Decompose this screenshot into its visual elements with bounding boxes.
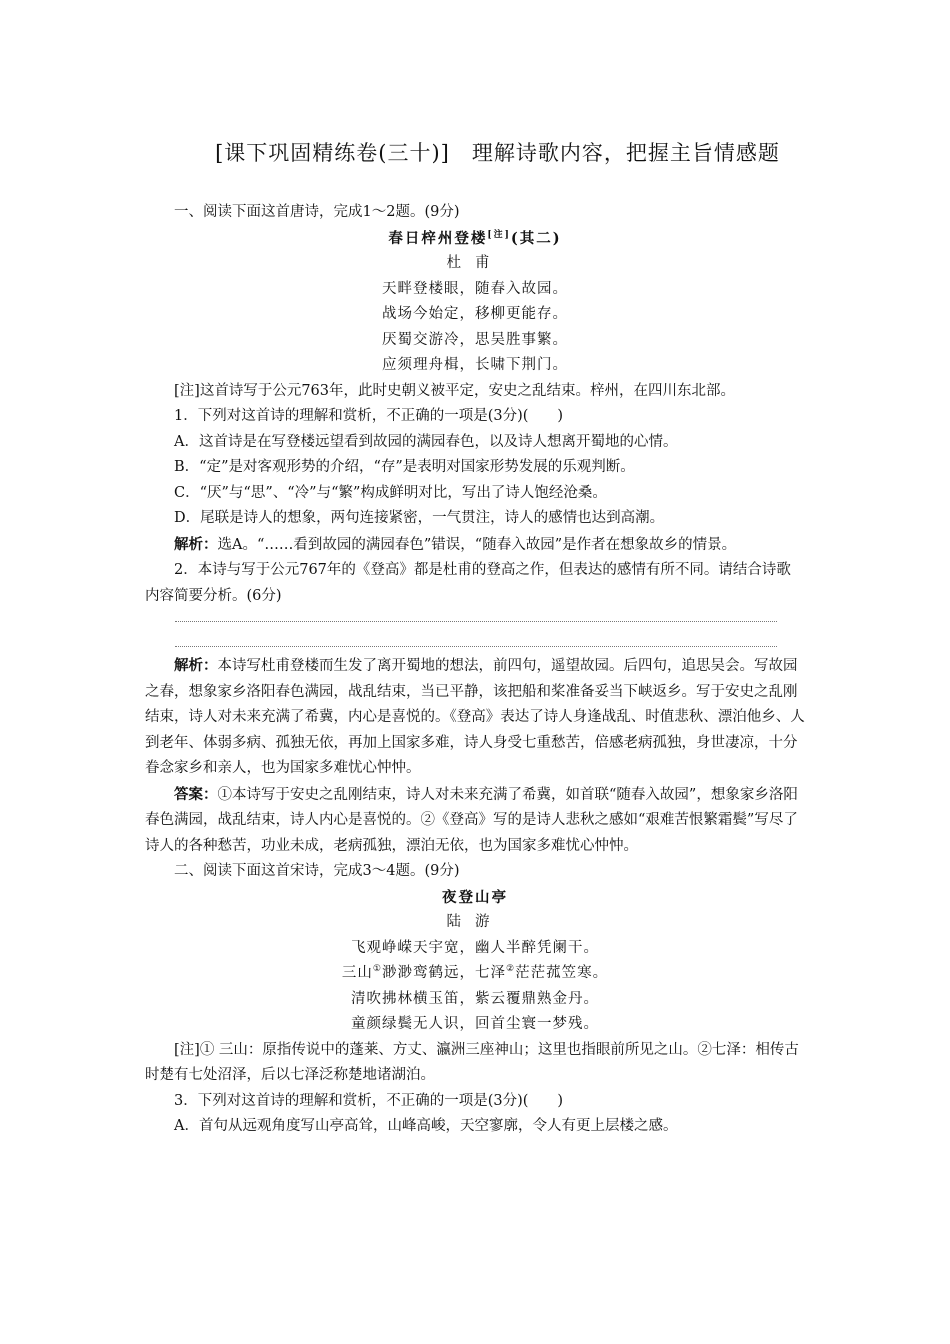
note-text: 这首诗写于公元763年，此时史朝义被平定，安史之乱结束。梓州，在四川东北部。: [199, 382, 736, 399]
poem1-note: [145, 379, 805, 405]
poem1-author: 杜甫: [446, 255, 504, 271]
poem2-line: 童颜绿鬓无人识，回首尘寰一梦残。: [351, 1016, 599, 1032]
poem1-title-suffix: (其二): [510, 229, 562, 247]
note-text: ① 三山：原指传说中的蓬莱、方丈、瀛洲三座神山；这里也指眼前所见之山。②七泽：相传古时楚有七处沼泽，后以七泽泛称楚地诸湖泊。: [145, 1041, 799, 1083]
poem2-title: 夜登山亭: [442, 888, 508, 906]
poem2-line-part: 渺渺鸾鹤远，七泽: [382, 965, 506, 981]
option-c: C．“厌”与“思”、“冷”与“繁”构成鲜明对比，写出了诗人饱经沧桑。: [174, 484, 607, 501]
poem1-title-text: 春日梓州登楼: [388, 229, 488, 247]
poem1-line: 天畔登楼眼，随春入故园。: [382, 280, 568, 297]
poem2-line: [145, 961, 805, 987]
analysis-label: 解析：: [174, 657, 218, 674]
footnote-mark: ①: [372, 964, 382, 975]
page-title: [课下巩固精练卷(三十)] 理解诗歌内容，把握主旨情感题: [215, 141, 780, 165]
note-label: [注]: [174, 382, 200, 399]
footnote-mark: ②: [506, 964, 516, 975]
question-3: 3．下列对这首诗的理解和赏析，不正确的一项是(3分)( ): [174, 1092, 564, 1109]
poem2-line: 飞观峥嵘天宇宽，幽人半醉凭阑干。: [351, 939, 599, 956]
analysis-1: [145, 532, 805, 559]
option-d: D．尾联是诗人的想象，两句连接紧密，一气贯注，诗人的感情也达到高潮。: [174, 510, 665, 526]
question-2: 2．本诗与写于公元767年的《登高》都是杜甫的登高之作，但表达的感情有所不同。请结合诗歌内容简要分析。(6分): [145, 562, 791, 604]
analysis-text: 选A。“……看到故园的满园春色”错误，“随春入故园”是作者在想象故乡的情景。: [217, 536, 737, 553]
poem1-note-mark: [注]: [487, 229, 511, 240]
section1-heading: 一、阅读下面这首唐诗，完成1～2题。(9分): [174, 204, 460, 220]
document-body: [145, 200, 805, 1140]
analysis-label: 解析：: [174, 535, 218, 553]
poem1-title: [145, 226, 805, 252]
option-a: A．这首诗是在写登楼远望看到故园的满园春色，以及诗人想离开蜀地的心情。: [174, 433, 678, 450]
note-label: [注]: [174, 1041, 200, 1058]
poem2-author: 陆游: [446, 914, 504, 930]
poem2-line-part: 茫茫菰笠寒。: [515, 965, 609, 981]
poem2-line-part: 三山: [341, 965, 373, 981]
poem2-line: 清吹拂林横玉笛，紫云覆鼎熟金丹。: [351, 990, 599, 1007]
poem1-line: 厌蜀交游冷，思吴胜事繁。: [382, 331, 568, 348]
question-1: 1．下列对这首诗的理解和赏析，不正确的一项是(3分)( ): [174, 408, 564, 424]
analysis-text: 本诗写杜甫登楼而生发了离开蜀地的想法，前四句，遥望故园。后四句，追思吴会。写故园之春，想象家乡洛阳春色满园，战乱结束，当已平静，该把船和桨准备妥当下峡返乡。写于安史之乱刚结束，诗人对未来充满了希冀，内心是喜悦的。《登高》表达了诗人身逢战乱、时值悲秋、漂泊他乡、人到老年、体弱多病、孤独无依，再加上国家多难，诗人身受七重愁苦，倍感老病孤独，身世凄凉，十分眷念家乡和亲人，也为国家多难忧心忡忡。: [145, 658, 805, 776]
option-a: A．首句从远观角度写山亭高耸，山峰高峻，天空寥廓，令人有更上层楼之感。: [174, 1118, 678, 1134]
section2-heading: 二、阅读下面这首宋诗，完成3～4题。(9分): [174, 863, 460, 879]
answer-text: ①本诗写于安史之乱刚结束，诗人对未来充满了希冀，如首联“随春入故园”，想象家乡洛阳春色满园，战乱结束，诗人内心是喜悦的。②《登高》写的是诗人悲秋之感如“艰难苦恨繁霜鬓”写尽了诗人的各种愁苦，功业未成，老病孤独，漂泊无依，也为国家多难忧心忡忡。: [145, 786, 798, 854]
poem1-line: 应须理舟楫，长啸下荆门。: [382, 357, 568, 373]
option-b: B．“定”是对客观形势的介绍，“存”是表明对国家形势发展的乐观判断。: [174, 459, 635, 475]
analysis-2: [145, 653, 805, 782]
answer-label: 答案：: [174, 785, 218, 803]
poem2-note: [145, 1038, 805, 1089]
poem1-line: 战场今始定，移柳更能存。: [382, 306, 568, 322]
answer-2: [145, 782, 805, 860]
